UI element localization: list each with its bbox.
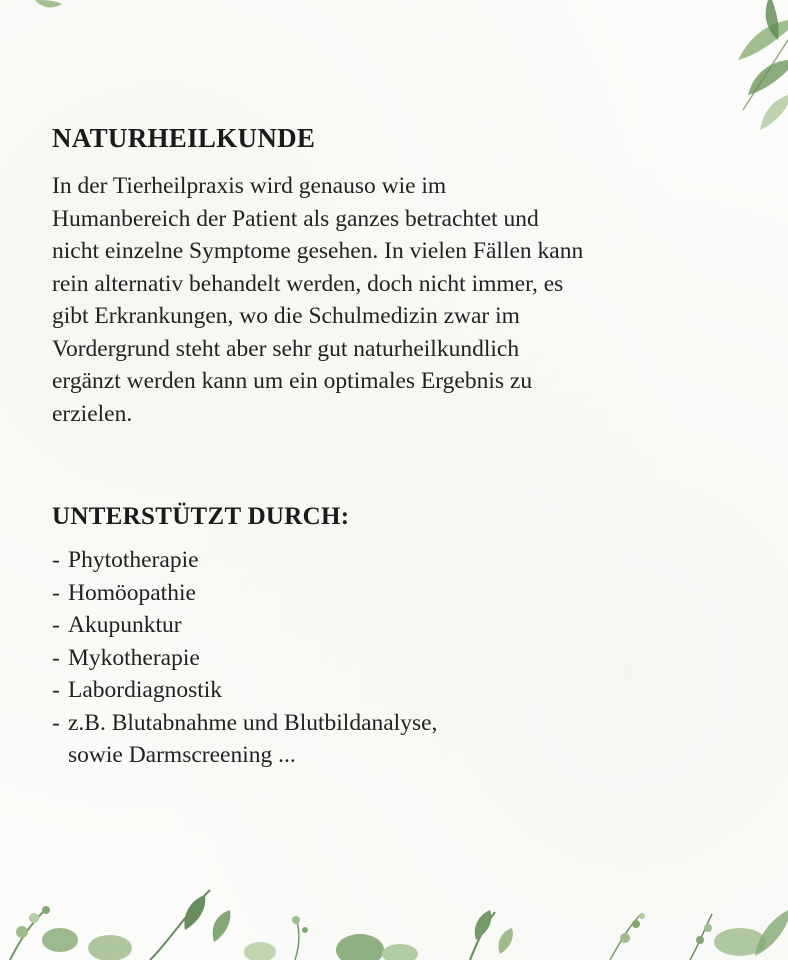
support-heading: UNTERSTÜTZT DURCH: [52, 503, 350, 530]
list-dash: - [52, 709, 60, 736]
list-dash: - [52, 547, 60, 573]
intro-line: In der Tierheilpraxis wird genauso wie im [52, 173, 447, 199]
list-item-label: Akupunktur [68, 612, 182, 638]
list-item [52, 674, 752, 707]
leaf-decoration-bottom-icon [0, 870, 788, 960]
intro-paragraph [52, 170, 742, 430]
intro-line: Vordergrund steht aber sehr gut naturheilkundlich [52, 335, 520, 362]
list-dash: - [52, 579, 60, 606]
method-list [52, 544, 752, 772]
intro-line: Humanbereich der Patient als ganzes betrachtet und [52, 205, 539, 232]
leaf-decoration-top-right-icon [668, 0, 788, 140]
list-item [52, 609, 752, 642]
list-item-text-block [68, 707, 437, 772]
intro-line: ergänzt werden kann um ein optimales Ergebnis zu [52, 368, 533, 394]
list-item [52, 707, 752, 772]
main-content [52, 120, 752, 772]
intro-line: erzielen. [52, 400, 133, 427]
list-item-continuation: sowie Darmscreening ... [68, 742, 296, 768]
list-dash: - [52, 612, 60, 638]
list-item-label: Labordiagnostik [68, 677, 223, 703]
intro-line: nicht einzelne Symptome gesehen. In vielen Fällen kann [52, 238, 584, 264]
list-dash: - [52, 677, 60, 703]
naturheilkunde-heading: NATURHEILKUNDE [52, 123, 316, 153]
list-item [52, 544, 752, 577]
list-item-label: z.B. Blutabnahme und Blutbildanalyse, [68, 709, 438, 736]
list-item [52, 642, 752, 675]
list-item [52, 577, 752, 610]
list-dash: - [52, 644, 60, 671]
leaf-decoration-top-left-icon [30, 0, 70, 20]
intro-line: gibt Erkrankungen, wo die Schulmedizin zwar im [52, 303, 520, 329]
intro-line: rein alternativ behandelt werden, doch nicht immer, es [52, 270, 564, 297]
list-item-label: Phytotherapie [68, 547, 199, 573]
list-item-label: Mykotherapie [68, 644, 200, 671]
list-item-label: Homöopathie [68, 579, 196, 606]
